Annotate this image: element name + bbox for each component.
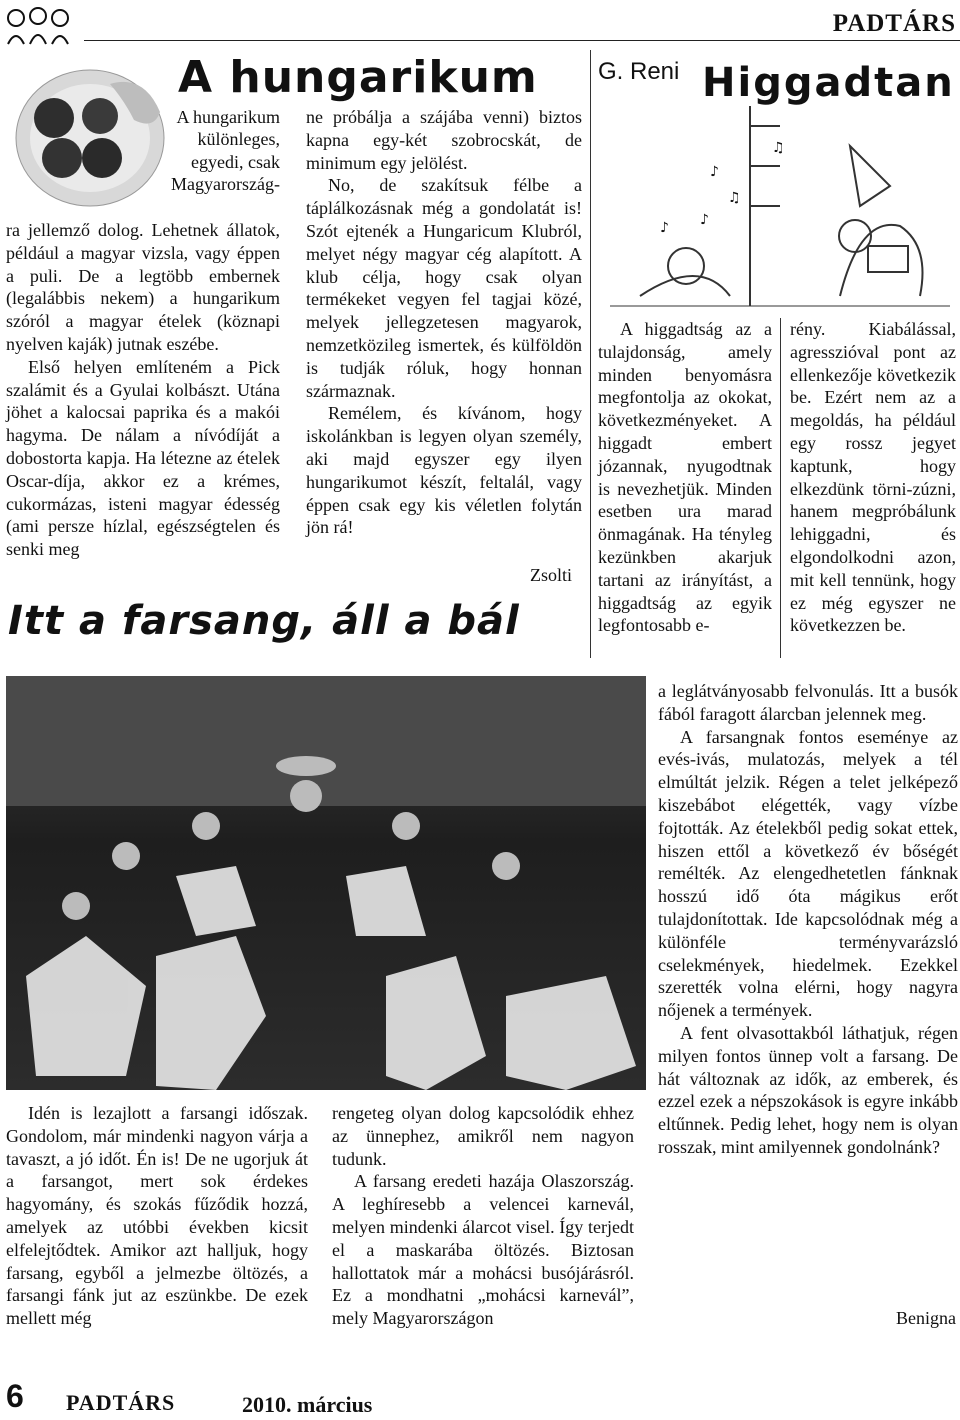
svg-text:♪: ♪ [700,212,709,228]
column-divider [590,50,591,658]
svg-text:♫: ♫ [772,140,785,156]
hungarikum-column-1: ra jellemző dolog. Lehetnek állatok, például a magyar vizsla, vagy éppen a puli. De a legtöbb embernek (legalábbis nekem) a hungarikum szóról a magyar ételek (köznapi nyelven kaják) jutnak eszébe. Első helyen említeném a Pick szalámit és a Gyulai kolbászt. Utána jöhet a kalocsai paprika és a makói hagyma. De nálam a nívódíját a dobostorta kapja. Ha létezne az ételek Oscar-díja, akkor ez a krémes, cukormázas, isteni magyar édesség (ami persze hízlal, egészségtelen és senki meg [6,220,280,560]
food-photo [14,60,166,210]
higgadtan-column-2: rény. Kiabálással, agresszióval pont az ellenkezője következik be. Ezért nem az a megoldás, ha például egy rossz jegyet kaptunk, hogy elkezdünk törni-zúzni, hanem megpróbálunk lehiggadni, és elgondolkodni azon, mit kell tennünk, hogy ez még egyszer ne következzen be. [790,319,956,636]
footer-date: 2010. március [242,1392,373,1417]
farsang-column-3: a leglátványosabb felvonulás. Itt a busók fából faragott álarcban jelennek meg. A farsangnak fontos eseménye az evés-ivás, mulatozás, melyek a tél elmúltát jelzik. Régen a telet jelképező kiszebábot elégették, vagy vízbe fojtották. Az ételekből pedig sokat ettek, hiszen ettől a következő év bőségét remélték. Az elengedhetetlen fánknak hosszú idő óta mágikus erőt tulajdonítottak. Ide kapcsolódnak még a különféle terményvarázsló cselekmények, hiedelmek. Ezekkel szerették volna elérni, hogy nagyra nőjenek a termények. A fent olvasottakból láthatjuk, régen milyen fontos ünnep volt a farsang. De hát változnak az idők, az emberek, és ezzel ezek a népszokások is egyre inkább eltűnnek. Pedig lehet, hogy nem is olyan rosszak, mint amilyennek gondolnánk? [658,681,958,1157]
illustration [600,106,956,308]
higgadtan-column-1: A higgadtság az a tulajdonság, amely minden benyomásra megfontolja az okokat, következményeket. A higgadt embert józannak, nyugodtnak is nevezhetjük. Minden esetben ura marad önmagának. Ha tényleg kezünkben akarjuk tartani az irányítást, a higgadtság az egyik legfontosabb e- [598,319,772,636]
svg-text:♫: ♫ [728,190,741,206]
higgadtan-divider [780,318,781,658]
farsang-column-2: rengeteg olyan dolog kapcsolódik ehhez az ünnephez, amikről nem nagyon tudunk. A farsang eredeti hazája Olaszország. A leghíresebb a velencei karnevál, melyen mindenki álarcot visel. Így terjedt el a maskarába öltözés. Biztosan hallottatok már a mohácsi busójárásról. Ez a mondhatni „mohácsi karnevál”, mely Magyarországon [332,1103,634,1329]
higgadtan-title: Higgadtan [702,60,955,106]
higgadtan-byline: G. Reni [598,58,680,85]
svg-text:♪: ♪ [660,220,669,236]
masthead-logo [4,4,76,48]
farsang-column-1: Idén is lezajlott a farsangi időszak. Gondolom, már mindenki nagyon várja a tavaszt, a jó időt. Én is! De ne ugorjuk át a farsangot, mert sok érdekes hagyomány, és szokás fűződik hozzá, amelyek az utóbbi években kicsit elfelejtődtek. Amikor azt halljuk, hogy farsang, egyből a jelmezbe öltözés, a farsangi fánk jut az eszünkbe. De ezek mellett még [6,1103,308,1329]
farsang-photo [6,676,646,1090]
page-number: 6 [6,1378,24,1414]
svg-text:♪: ♪ [710,164,719,180]
header-publication: PADTÁRS [832,10,956,37]
hungarikum-author: Zsolti [530,565,573,585]
farsang-author: Benigna [896,1308,956,1328]
hungarikum-title: A hungarikum [178,52,538,103]
hungarikum-intro: A hungarikum különleges, egyedi, csak Magyarország- [171,107,280,195]
farsang-title: Itt a farsang, áll a bál [8,598,520,644]
footer-publication: PADTÁRS [66,1390,176,1415]
header-rule [84,40,960,41]
hungarikum-column-2: ne próbálja a szájába venni) biztos kapna egy-két szobrocskát, de minimum egy jelölést. No, de szakítsuk félbe a táplálkozásnak még a gondolatát is! Szót ejtenék a Hungaricum Klubról, melyet négy magyar cég alapított. A klub célja, hogy csak olyan termékeket vegyen fel tagjai közé, melyek jellegzetesen magyarok, nemzetközileg ismertek, és külföldön is tudják róluk, hogy honnan származnak. Remélem, és kívánom, hogy iskolánkban is legyen olyan személy, aki majd egyszer egy ilyen hungarikumot készít, feltalál, vagy éppen csak egy kis véletlen folytán jön rá! [306,107,582,538]
